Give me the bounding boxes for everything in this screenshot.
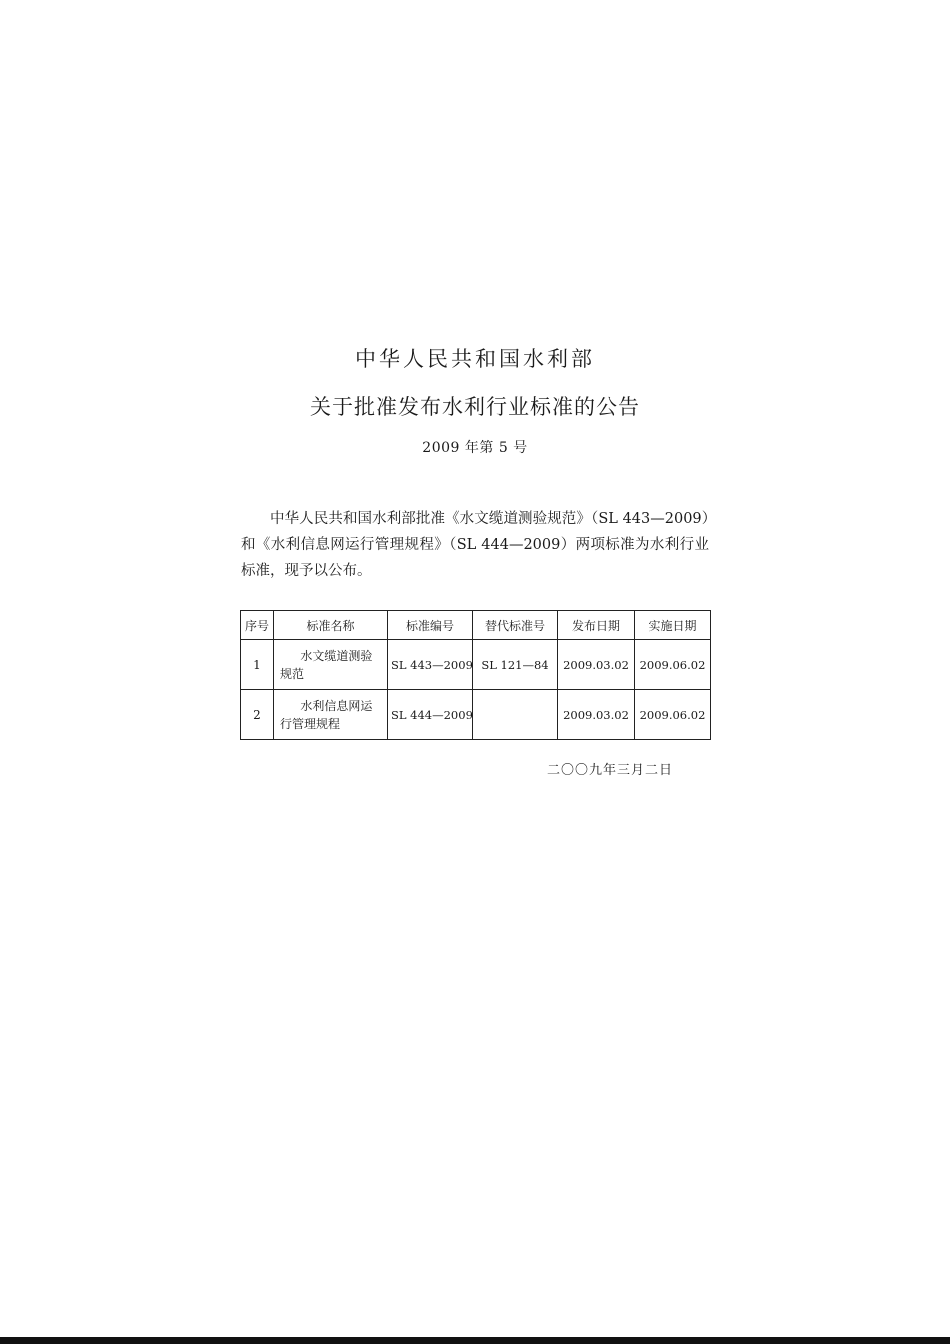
header-code: 标准编号: [388, 611, 473, 640]
table-row: [241, 640, 711, 690]
cell-code: SL 443—2009: [388, 640, 473, 690]
cell-seq: 1: [241, 640, 274, 690]
cell-replaces: SL 121—84: [473, 640, 558, 690]
cell-seq: 2: [241, 690, 274, 740]
header-issued: 发布日期: [558, 611, 635, 640]
notice-body-paragraph: 中华人民共和国水利部批准《水文缆道测验规范》（SL 443—2009）和《水利信息网运行管理规程》（SL 444—2009）两项标准为水利行业标准，现予以公布。: [241, 511, 709, 579]
cell-effective: 2009.06.02: [635, 640, 711, 690]
cell-name: 水文缆道测验规范: [274, 640, 388, 690]
cell-effective: 2009.06.02: [635, 690, 711, 740]
cell-issued: 2009.03.02: [558, 690, 635, 740]
table-header-row: [241, 611, 711, 640]
header-effective: 实施日期: [635, 611, 711, 640]
notice-title: 关于批准发布水利行业标准的公告: [310, 395, 640, 419]
bottom-border-line: [0, 1337, 950, 1344]
header-name: 标准名称: [274, 611, 388, 640]
ministry-name: 中华人民共和国水利部: [355, 347, 595, 371]
header-seq: 序号: [241, 611, 274, 640]
notice-number: 2009 年第 5 号: [422, 440, 528, 456]
cell-replaces: [473, 690, 558, 740]
standards-table: [240, 610, 711, 740]
cell-name: 水利信息网运行管理规程: [274, 690, 388, 740]
cell-code: SL 444—2009: [388, 690, 473, 740]
header-replaces: 替代标准号: [473, 611, 558, 640]
signature-date: 二〇〇九年三月二日: [547, 763, 674, 778]
cell-issued: 2009.03.02: [558, 640, 635, 690]
table-row: [241, 690, 711, 740]
